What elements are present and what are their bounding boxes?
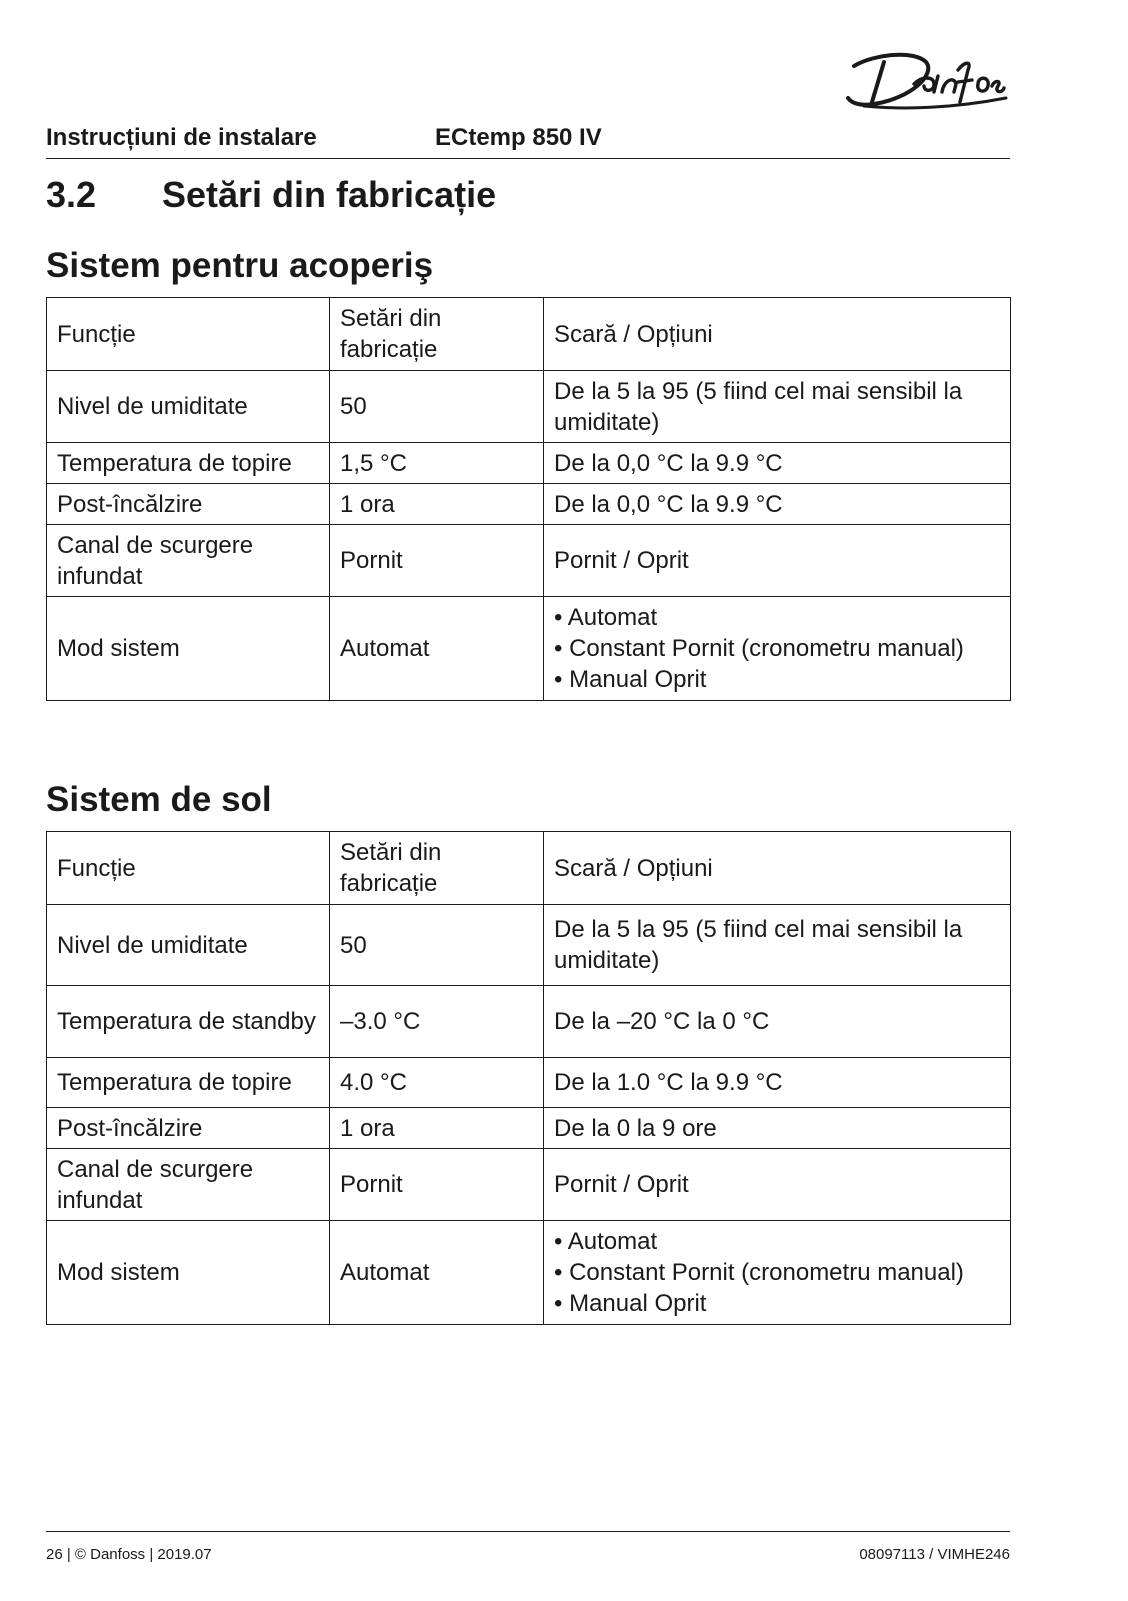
cell-factory: –3.0 °C [330,986,544,1058]
col-header-function: Funcție [47,832,330,905]
col-header-range: Scară / Opțiuni [544,298,1011,371]
cell-function: Nivel de umiditate [47,905,330,986]
footer-divider [46,1531,1010,1532]
option-item: • Manual Oprit [554,666,707,693]
option-item: • Constant Pornit (cronometru manual) [554,1259,964,1286]
cell-factory: 50 [330,905,544,986]
cell-range [544,1221,1011,1325]
cell-function: Canal de scurgere infundat [47,1149,330,1221]
cell-function: Nivel de umiditate [47,371,330,443]
header-doc-type: Instrucțiuni de instalare [46,124,317,151]
cell-range: De la 5 la 95 (5 fiind cel mai sensibil la umiditate) [544,905,1011,986]
cell-function: Mod sistem [47,597,330,701]
section-number: 3.2 [46,174,97,215]
col-header-factory: Setări din fabricație [330,298,544,371]
table-row [47,905,1011,986]
cell-function: Temperatura de topire [47,1058,330,1108]
cell-factory: 4.0 °C [330,1058,544,1108]
cell-factory: Pornit [330,525,544,597]
cell-range: Pornit / Oprit [544,1149,1011,1221]
table-header-row [47,832,1011,905]
ground-settings-table [46,831,1011,1325]
cell-factory: 1 ora [330,484,544,525]
table-row [47,1149,1011,1221]
cell-factory: Automat [330,1221,544,1325]
cell-function: Mod sistem [47,1221,330,1325]
cell-range: De la 1.0 °C la 9.9 °C [544,1058,1011,1108]
table-row [47,371,1011,443]
section-title [46,174,496,216]
cell-range: De la 5 la 95 (5 fiind cel mai sensibil la umiditate) [544,371,1011,443]
cell-factory: 1,5 °C [330,443,544,484]
cell-function: Temperatura de topire [47,443,330,484]
roof-system-title: Sistem pentru acoperiş [46,246,434,285]
cell-factory: Pornit [330,1149,544,1221]
col-header-range: Scară / Opțiuni [544,832,1011,905]
cell-range: De la 0,0 °C la 9.9 °C [544,484,1011,525]
option-item: • Constant Pornit (cronometru manual) [554,635,964,662]
footer-page-info: 26 | © Danfoss | 2019.07 [46,1546,212,1563]
option-item: • Automat [554,604,658,631]
cell-function: Canal de scurgere infundat [47,525,330,597]
option-item: • Automat [554,1228,658,1255]
danfoss-logo [844,40,1010,114]
table-row [47,597,1011,701]
section-title-text: Setări din fabricație [162,174,497,215]
roof-settings-table [46,297,1011,701]
table-row [47,1221,1011,1325]
col-header-function: Funcție [47,298,330,371]
cell-range: Pornit / Oprit [544,525,1011,597]
option-item: • Manual Oprit [554,1290,707,1317]
table-header-row [47,298,1011,371]
table-row [47,525,1011,597]
cell-factory: Automat [330,597,544,701]
table-row [47,443,1011,484]
cell-factory: 1 ora [330,1108,544,1149]
cell-function: Post-încălzire [47,484,330,525]
col-header-factory: Setări din fabricație [330,832,544,905]
header-product: ECtemp 850 IV [435,124,602,151]
table-row [47,1108,1011,1149]
table-row [47,986,1011,1058]
cell-range: De la 0,0 °C la 9.9 °C [544,443,1011,484]
cell-function: Post-încălzire [47,1108,330,1149]
table-row [47,484,1011,525]
ground-system-title: Sistem de sol [46,780,272,819]
cell-range: De la 0 la 9 ore [544,1108,1011,1149]
cell-function: Temperatura de standby [47,986,330,1058]
cell-factory: 50 [330,371,544,443]
cell-range: De la –20 °C la 0 °C [544,986,1011,1058]
table-row [47,1058,1011,1108]
cell-range [544,597,1011,701]
page-header [46,120,1010,159]
footer-doc-code: 08097113 / VIMHE246 [859,1546,1010,1563]
